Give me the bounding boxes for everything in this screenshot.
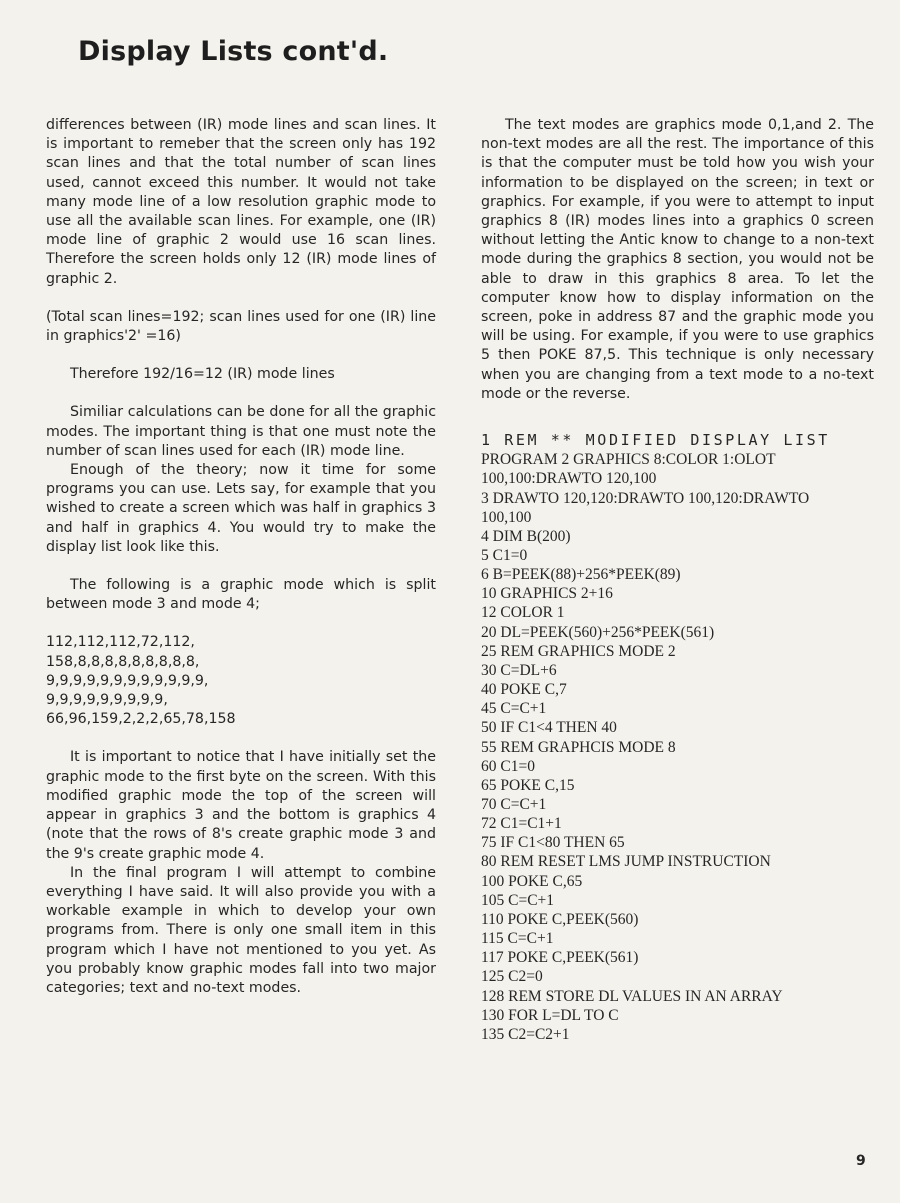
code-line: 117 POKE C,PEEK(561) xyxy=(481,949,639,967)
code-line: 100,100:DRAWTO 120,100 xyxy=(481,470,657,488)
code-line: 100,100 xyxy=(481,508,532,526)
code-line: 135 C2=C2+1 xyxy=(481,1025,570,1043)
code-line: 1 REM ** MODIFIED DISPLAY LIST xyxy=(481,431,830,450)
paragraph: The following is a graphic mode which is split between mode 3 and mode 4; xyxy=(46,577,436,613)
code-line: PROGRAM 2 GRAPHICS 8:COLOR 1:OLOT xyxy=(481,451,776,469)
paragraph: It is important to notice that I have initially set the graphic mode to the first byte on the screen. With this modified graphic mode the top of the screen will appear in graphics 3 and the bottom is graphics 4 (note that the rows of 8's create graphic mode 3 and the 9's create graphic mode 4. xyxy=(46,749,436,862)
code-line: 75 IF C1<80 THEN 65 xyxy=(481,834,625,852)
code-line: 128 REM STORE DL VALUES IN AN ARRAY xyxy=(481,987,783,1005)
paragraph: (Total scan lines=192; scan lines used for one (IR) line in graphics'2' =16) xyxy=(46,308,436,345)
program-listing xyxy=(481,431,874,1044)
code-line: 72 C1=C1+1 xyxy=(481,815,562,833)
page-title: Display Lists cont'd. xyxy=(78,36,389,67)
number-row: 158,8,8,8,8,8,8,8,8,8, xyxy=(46,653,200,670)
paragraph: Similiar calculations can be done for all the graphic modes. The important thing is that one must note the number of scan lines used for each (IR) mode line. xyxy=(46,404,436,459)
paragraph: The text modes are graphics mode 0,1,and 2. The non-text modes are all the rest. The importance of this is that the computer must be told how you wish your information to be displayed on the screen; in text or graphics. For example, if you were to attempt to input graphics 8 (IR) modes lines into a graphics 0 screen without letting the Antic know to change to a non-text mode during the graphics 8 section, you would not be able to draw in this graphics 8 area. To let the computer know how to display information on the screen, poke in address 87 and the graphic mode you will be using. For example, if you were to use graphics 5 then POKE 87,5. This technique is only necessary when you are changing from a text mode to a no-text mode or the reverse. xyxy=(481,117,874,402)
code-line: 4 DIM B(200) xyxy=(481,527,571,545)
code-line: 125 C2=0 xyxy=(481,968,543,986)
right-column xyxy=(481,116,874,1044)
paragraph: Therefore 192/16=12 (IR) mode lines xyxy=(70,366,335,383)
code-line: 70 C=C+1 xyxy=(481,796,547,814)
page-number: 9 xyxy=(856,1153,866,1169)
code-line: 110 POKE C,PEEK(560) xyxy=(481,910,639,928)
code-line: 115 C=C+1 xyxy=(481,930,554,948)
code-line: 50 IF C1<4 THEN 40 xyxy=(481,719,617,737)
code-line: 12 COLOR 1 xyxy=(481,604,565,622)
code-line: 130 FOR L=DL TO C xyxy=(481,1006,619,1024)
number-row: 9,9,9,9,9,9,9,9,9,9,9,9, xyxy=(46,672,209,689)
number-row: 9,9,9,9,9,9,9,9,9, xyxy=(46,692,168,709)
code-line: 105 C=C+1 xyxy=(481,891,555,909)
paragraph: differences between (IR) mode lines and scan lines. It is important to remeber that the screen only has 192 scan lines and that the total number of scan lines used, cannot exceed this number. It would not take many mode line of a low resolution graphic mode to use all the available scan lines. For example, one (IR) mode line of graphic 2 would use 16 scan lines. Therefore the screen holds only 12 (IR) mode lines of graphic 2. xyxy=(46,117,436,287)
code-line: 65 POKE C,15 xyxy=(481,776,575,794)
paragraph: Enough of the theory; now it time for some programs you can use. Lets say, for example that you wished to create a screen which was half in graphics 3 and half in graphics 4. You would try to make the display list look like this. xyxy=(46,462,436,555)
code-line: 3 DRAWTO 120,120:DRAWTO 100,120:DRAWTO xyxy=(481,489,810,507)
code-line: 60 C1=0 xyxy=(481,757,535,775)
code-line: 55 REM GRAPHCIS MODE 8 xyxy=(481,738,676,756)
code-line: 30 C=DL+6 xyxy=(481,661,557,679)
display-list-values xyxy=(46,633,436,729)
code-line: 45 C=C+1 xyxy=(481,700,547,718)
left-column xyxy=(46,116,436,998)
code-line: 100 POKE C,65 xyxy=(481,872,583,890)
number-row: 66,96,159,2,2,2,65,78,158 xyxy=(46,711,236,728)
paragraph: In the final program I will attempt to combine everything I have said. It will also provide you with a workable example in which to develop your own programs from. There is only one small item in this program which I have not mentioned to you yet. As you probably know graphic modes fall into two major categories; text and no-text modes. xyxy=(46,864,436,996)
number-row: 112,112,112,72,112, xyxy=(46,634,195,651)
code-line: 5 C1=0 xyxy=(481,546,528,564)
code-line: 40 POKE C,7 xyxy=(481,681,567,699)
code-line: 6 B=PEEK(88)+256*PEEK(89) xyxy=(481,566,681,584)
code-line: 80 REM RESET LMS JUMP INSTRUCTION xyxy=(481,853,771,871)
code-line: 20 DL=PEEK(560)+256*PEEK(561) xyxy=(481,623,715,641)
code-line: 25 REM GRAPHICS MODE 2 xyxy=(481,642,676,660)
code-line: 10 GRAPHICS 2+16 xyxy=(481,585,613,603)
